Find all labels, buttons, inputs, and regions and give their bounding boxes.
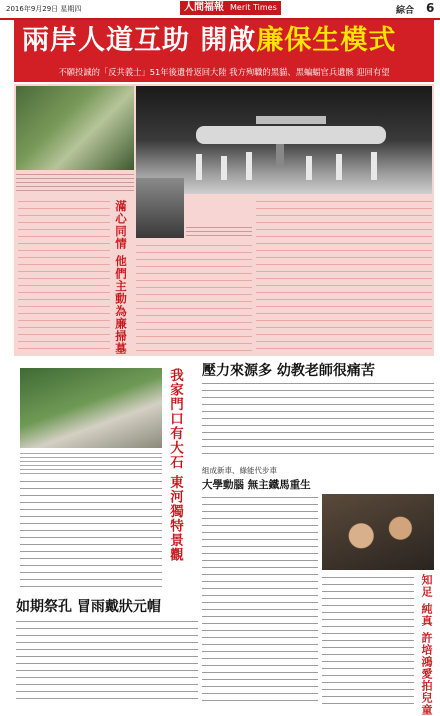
story5-title: 如期祭孔 冒雨戴狀元帽 — [16, 599, 161, 615]
lead-photo-left — [16, 86, 134, 170]
headline-part-2: 廉保生模式 — [256, 25, 397, 56]
story5-body — [16, 618, 198, 704]
lead-photo-left-caption — [16, 171, 134, 193]
lead-portrait-caption — [186, 224, 252, 238]
story6-body — [322, 574, 414, 704]
headline-subtitle: 不願投誠的「反共義士」51年後遺骨返回大陸 我方殉職的黑貓、黑蝙蝠官兵遺骸 迎回有望 — [14, 62, 434, 82]
lead-story-body-left — [18, 198, 110, 352]
issue-date: 2016年9月29日 星期四 — [6, 5, 82, 13]
story4-kicker: 組成新車、綠能代步車 — [202, 466, 277, 475]
story1-vertical-title: 滿心同情 他們主動為廉掃墓 — [114, 200, 128, 356]
page-number: 6 — [426, 1, 435, 15]
stones-photo-caption — [20, 450, 162, 474]
section-label: 綜合 — [396, 6, 415, 16]
story4-body — [202, 494, 318, 704]
lead-portrait-photo — [136, 178, 184, 238]
children-photo — [322, 494, 434, 570]
headline-part-1: 兩岸人道互助 開啟 — [22, 25, 257, 56]
lead-story-body-middle — [136, 242, 252, 352]
stones-photo — [20, 368, 162, 448]
story2-title: 壓力來源多 幼教老師很痛苦 — [202, 363, 375, 379]
stones-story-body — [20, 478, 162, 590]
lead-story-body-right — [256, 198, 432, 352]
story6-vertical-title: 知足 純真 許培鴻愛拍兒童 — [420, 574, 433, 716]
story3-vertical-title: 我家門口有大石 東河獨特景觀 — [167, 368, 183, 563]
newspaper-logo: 人間福報 — [180, 1, 228, 15]
newspaper-english-name: Merit Times — [226, 1, 281, 15]
main-headline — [22, 22, 396, 60]
story4-title: 大學動腦 無主鐵馬重生 — [202, 479, 311, 491]
story2-body — [202, 380, 434, 460]
